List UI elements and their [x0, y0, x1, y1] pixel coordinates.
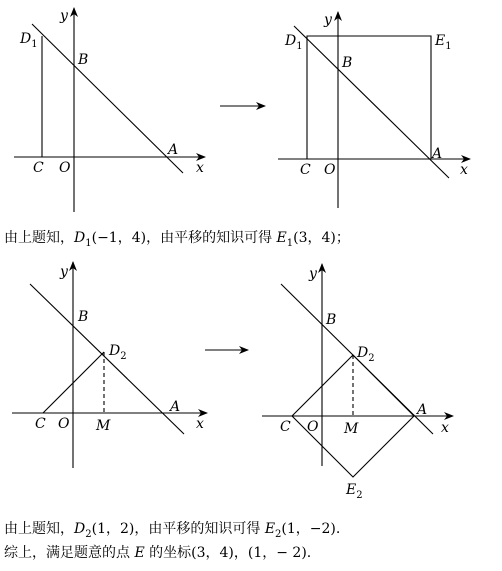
fig1-label-d1: $D_1$ [20, 31, 38, 50]
fig2-line-ab [294, 26, 449, 178]
fig3-line-ab [30, 284, 184, 434]
fig3-label-y: y [60, 264, 68, 280]
fig2-label-x: x [460, 162, 468, 178]
fig1-label-o: O [59, 160, 71, 176]
fig1-label-b: B [78, 52, 89, 68]
figure-2 [278, 12, 470, 208]
fig3-label-o: O [58, 416, 70, 432]
fig2-label-a: A [432, 146, 443, 162]
fig4-label-y: y [309, 266, 317, 282]
solution-line-3: 综上，满足题意的点 E 的坐标(3，4)，(1，− 2). [4, 545, 312, 561]
fig4-label-x: x [441, 420, 449, 436]
fig3-label-a: A [170, 399, 181, 415]
solution-line-1: 由上题知，$D_1(-1$，4)，由平移的知识可得 $E_1(3$，4)； [4, 230, 350, 249]
fig2-label-d1: $D_1$ [285, 33, 303, 52]
fig4-label-a: A [417, 402, 428, 418]
fig4-label-b: B [326, 312, 337, 328]
fig3-label-x: x [196, 416, 204, 432]
fig3-label-c: C [35, 416, 46, 432]
fig3-label-m: M [96, 418, 111, 434]
fig2-rectangle [307, 36, 431, 159]
fig1-line-ab [32, 24, 183, 173]
fig2-label-o: O [324, 162, 336, 178]
fig4-label-e2: $E_2$ [346, 482, 363, 501]
fig4-label-m: M [344, 421, 359, 437]
fig1-label-a: A [168, 142, 179, 158]
fig3-label-d2: $D_2$ [109, 343, 127, 362]
fig1-label-c: C [33, 160, 44, 176]
fig2-label-e1: $E_1$ [435, 33, 452, 52]
fig1-label-y: y [60, 8, 68, 24]
figure-1 [14, 8, 205, 212]
fig4-label-d2: $D_2$ [357, 345, 375, 364]
figure-3 [12, 262, 207, 468]
fig3-label-b: B [78, 309, 89, 325]
fig4-label-c: C [280, 419, 291, 435]
solution-line-2: 由上题知，$D_2(1$，2)，由平移的知识可得 $E_2(1$，−2). [4, 521, 341, 540]
fig2-label-c: C [300, 162, 311, 178]
fig1-label-x: x [196, 160, 204, 176]
figure-4 [262, 264, 453, 501]
fig2-label-b: B [342, 55, 353, 71]
fig4-label-o: O [307, 419, 319, 435]
fig2-label-y: y [324, 12, 332, 28]
